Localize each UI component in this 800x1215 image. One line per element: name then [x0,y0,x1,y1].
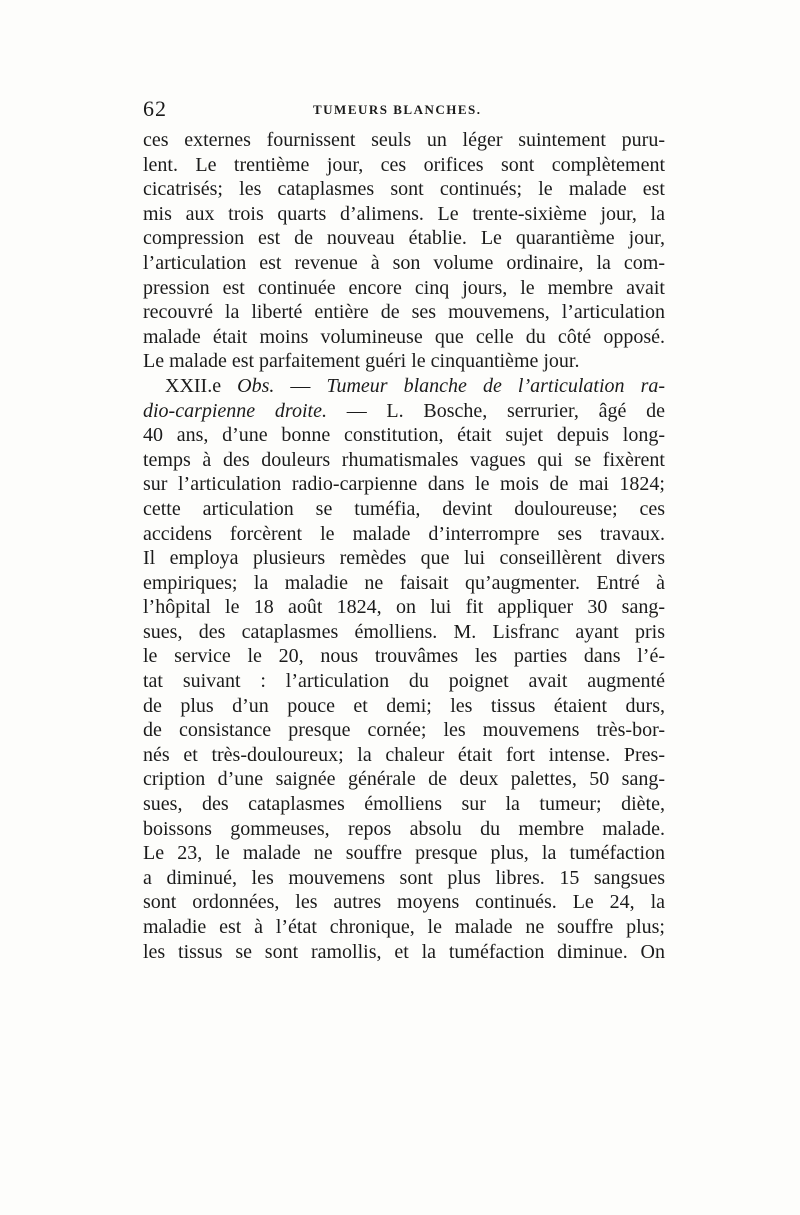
text-line: tat suivant : l’articulation du poignet avait augmenté [143,670,665,693]
observation-heading-line-2 [143,399,665,424]
bleed-through-text [300,1046,660,1064]
observation-title-part1: Tumeur blanche de l’articulation ra- [326,374,666,397]
text-line: accidens forcèrent le malade d’interrompre ses travaux. [143,522,665,545]
text-line: 40 ans, d’une bonne constitution, était sujet depuis long- [143,424,665,447]
text-line: les tissus se sont ramollis, et la tuméfaction diminue. On [143,940,665,963]
text-line: le service le 20, nous trouvâmes les parties dans l’é- [143,645,665,668]
text-line: a diminué, les mouvemens sont plus libres. 15 sangsues [143,866,665,889]
text-line: malade était moins volumineuse que celle du côté opposé. [143,325,665,348]
text-line: temps à des douleurs rhumatismales vagues qui se fixèrent [143,448,665,471]
running-head: TUMEURS BLANCHES. [313,102,482,117]
text-line: maladie est à l’état chronique, le malade ne souffre plus; [143,916,665,938]
text-line: cription d’une saignée générale de deux palettes, 50 sang- [143,768,665,791]
text-line: empiriques; la maladie ne faisait qu’augmenter. Entré à [143,571,665,594]
page-header [143,96,665,122]
text-line: Le malade est parfaitement guéri le cinquantième jour. [143,350,580,373]
text-line: ces externes fournissent seuls un léger suintement puru- [143,129,665,151]
text-line: nés et très-douloureux; la chaleur était fort intense. Pres- [143,743,665,766]
text-line: de consistance presque cornée; les mouvemens très-bor- [143,719,665,742]
body-text [143,128,665,964]
observation-patient: — L. Bosche, serrurier, âgé de [346,399,665,422]
page-number: 62 [143,96,167,121]
text-line: sur l’articulation radio-carpienne dans le mois de mai 1824; [143,473,665,496]
text-line: Le 23, le malade ne souffre presque plus, la tuméfaction [143,842,665,865]
text-line: cette articulation se tuméfia, devint douloureuse; ces [143,497,665,520]
observation-title-part2: dio-carpienne droite. [143,399,327,422]
text-line: recouvré la liberté entière de ses mouvemens, l’articulation [143,301,665,324]
observation-number: XXII.e [165,374,222,397]
text-line: de plus d’un pouce et demi; les tissus étaient durs, [143,694,665,717]
text-line: boissons gommeuses, repos absolu du membre malade. [143,817,665,840]
text-line: lent. Le trentième jour, ces orifices sont complètement [143,153,665,176]
text-line: mis aux trois quarts d’alimens. Le trente-sixième jour, la [143,202,665,225]
text-line: compression est de nouveau établie. Le quarantième jour, [143,227,665,250]
observation-label: Obs. [237,374,275,397]
text-line: sont ordonnées, les autres moyens continués. Le 24, la [143,891,665,914]
text-line: sues, des cataplasmes émolliens sur la tumeur; diète, [143,793,665,816]
text-line: Il employa plusieurs remèdes que lui conseillèrent divers [143,547,665,570]
text-line: l’articulation est revenue à son volume ordinaire, la com- [143,251,665,274]
text-line: l’hôpital le 18 août 1824, on lui fit appliquer 30 sang- [143,596,665,619]
text-line: pression est continuée encore cinq jours, le membre avait [143,276,665,299]
text-line: cicatrisés; les cataplasmes sont continués; le malade est [143,178,665,201]
observation-heading-line [143,374,665,399]
text-line: sues, des cataplasmes émolliens. M. Lisfranc ayant pris [143,620,665,643]
observation-dash: — [290,374,311,397]
